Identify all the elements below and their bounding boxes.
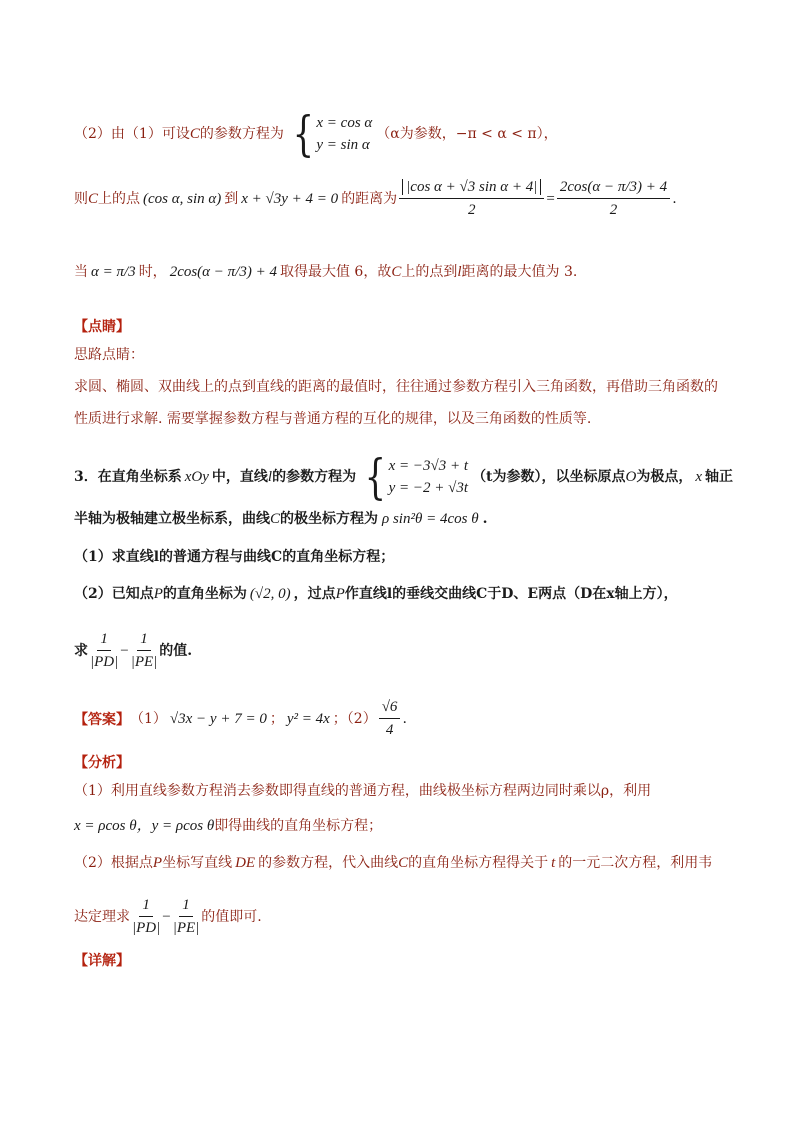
question3-sub3: 求 $\frac{1}{|PD|}$ − $\frac{1}{|PE|}$ 的值.	[74, 631, 193, 670]
dianjing-line2: 求圆、椭圆、双曲线上的点到直线的距离的最值时，往往通过参数方程引入三角函数，再借助三角函数的	[74, 379, 718, 395]
analysis-line2: x = ρcos θ，y = ρcos θ 即得曲线的直角坐标方程；	[74, 818, 383, 834]
question3-sub2: （2）已知点 P 的直角坐标为 (√2, 0) ，过点 P 作直线l的垂线交曲线C于D、E两点（D在x轴上方），	[74, 586, 678, 602]
reciprocal-pe: $\frac{1}{|PE|}$	[130, 631, 158, 670]
analysis-tag: 【分析】	[74, 754, 130, 770]
distance-fraction-2: $\frac{2\cos(\alpha - \pi/3) + 4}{2}$	[557, 178, 670, 219]
max-value-line: 当 α = π/3 时， 2cos(α − π/3) + 4 取得最大值 6，故 C 上的点到 l 距离的最大值为 3.	[74, 264, 578, 280]
analysis-line4: 达定理求 $\frac{1}{|PD|}$ − $\frac{1}{|PE|}$ 的值即可.	[74, 897, 262, 936]
question3-line1: 3．在直角坐标系 xOy 中，直线 l 的参数方程为 { x = −3√3 + t y = −2 + √3t （t为参数），以坐标原点 O 为极点， x 轴正	[74, 449, 734, 505]
question3-line2: 半轴为极轴建立极坐标系，曲线 C 的极坐标方程为 ρ sin²θ = 4cos θ .	[74, 511, 488, 527]
part2-line: （2）由（1）可设 C 的参数方程为 { x = cos α y = sin α （α为参数，−π < α < π），	[74, 106, 558, 162]
param-system: { x = cos α y = sin α	[292, 106, 373, 162]
detail-tag: 【详解】	[74, 952, 130, 968]
reciprocal-pd: $\frac{1}{|PD|}$	[90, 631, 119, 670]
dianjing-line3: 性质进行求解. 需要掌握参数方程与普通方程的互化的规律，以及三角函数的性质等.	[74, 411, 592, 427]
analysis-reciprocal-pd: $\frac{1}{|PD|}$	[132, 897, 161, 936]
dianjing-line1: 思路点睛：	[74, 347, 144, 363]
distance-fraction-1: $\frac{\text{|cos α + √3 sin α + 4|}}{2}$	[399, 178, 544, 219]
dianjing-tag: 【点睛】	[74, 318, 130, 334]
answer-line: 【答案】 （1） √3x − y + 7 = 0 ； y² = 4x ；（2） $\frac{√6}{4}$ .	[74, 699, 407, 738]
line-param-system: { x = −3√3 + t y = −2 + √3t	[364, 449, 469, 505]
question3-sub1: （1）求直线l的普通方程与曲线C的直角坐标方程；	[74, 549, 395, 565]
distance-line: 则 C 上的点 (cos α, sin α) 到 x + √3y + 4 = 0 的距离为 $\frac{\text{|cos α + √3 sin α + 4|}}{2}$ = $\frac{2\cos(\alpha - \pi/3) + 4}{2}$ .	[74, 179, 677, 218]
analysis-line3: （2）根据点 P 坐标写直线 DE 的参数方程，代入曲线 C 的直角坐标方程得关于 t 的一元二次方程，利用韦	[74, 855, 713, 871]
analysis-reciprocal-pe: $\frac{1}{|PE|}$	[172, 897, 200, 936]
analysis-line1: （1）利用直线参数方程消去参数即得直线的普通方程，曲线极坐标方程两边同时乘以ρ，利用	[74, 783, 652, 799]
answer-fraction: $\frac{√6}{4}$	[379, 698, 401, 739]
